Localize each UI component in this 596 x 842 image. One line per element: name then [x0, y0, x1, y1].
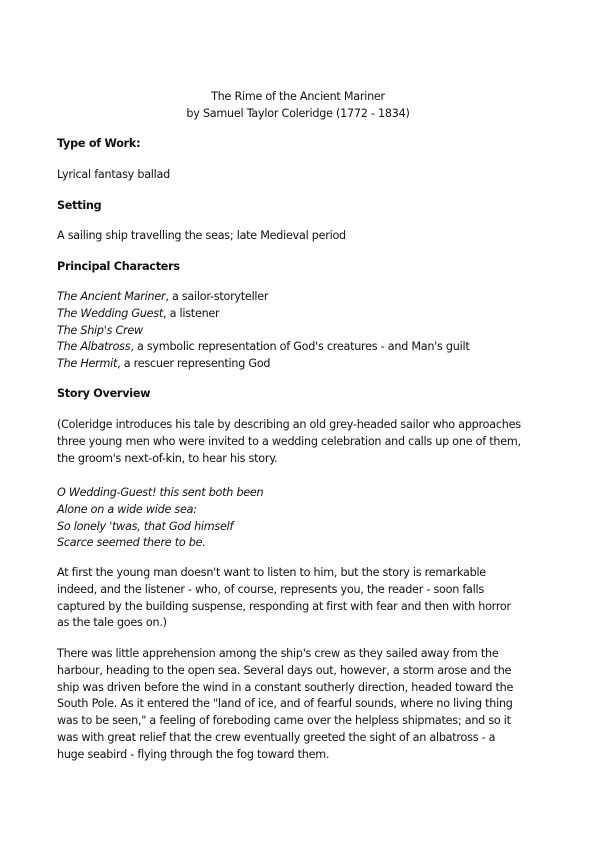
author-line: by Samuel Taylor Coleridge (1772 - 1834)	[186, 106, 410, 120]
paragraph-line: as the tale goes on.)	[57, 616, 167, 630]
character-name: The Hermit	[57, 357, 118, 371]
character-desc: , a rescuer representing God	[117, 357, 271, 371]
overview-heading: Story Overview	[57, 387, 151, 400]
paragraph-line: indeed, and the listener - who, of course, represents you, the reader - soon falls	[57, 582, 484, 596]
overview-paragraph-3	[57, 646, 557, 764]
overview-paragraph-2	[57, 565, 557, 632]
character-name: The Wedding Guest	[57, 306, 163, 320]
paragraph-line: (Coleridge introduces his tale by describing an old grey-headed sailor who approaches	[57, 418, 521, 431]
character-item	[57, 306, 557, 323]
paragraph-line: was with great relief that the crew eventually greeted the sight of an albatross - a	[57, 730, 496, 744]
character-desc: , a listener	[162, 306, 220, 320]
paragraph-line: three young men who were invited to a wedding celebration and calls up one of them,	[57, 434, 521, 448]
title-line: The Rime of the Ancient Mariner	[211, 90, 385, 103]
setting-text: A sailing ship travelling the seas; late Medieval period	[57, 229, 346, 242]
verse-line: So lonely 'twas, that God himself	[57, 519, 234, 533]
paragraph-line: harbour, heading to the open sea. Several days out, however, a storm arose and the	[57, 663, 512, 677]
paragraph-line: At first the young man doesn't want to listen to him, but the story is remarkable	[57, 566, 486, 579]
character-desc: , a sailor-storyteller	[165, 290, 269, 303]
characters-heading-block	[57, 259, 557, 276]
paragraph-line: the groom's next-of-kin, to hear his story.	[57, 451, 278, 465]
character-item	[57, 289, 557, 306]
character-item	[57, 323, 557, 340]
character-name: The Albatross	[57, 340, 131, 354]
setting-text-block	[57, 228, 557, 245]
type-of-work-heading: Type of Work:	[57, 137, 141, 150]
character-name: The Ship's Crew	[57, 323, 143, 337]
type-of-work-text-block	[57, 167, 557, 184]
verse-line: O Wedding-Guest! this sent both been	[57, 486, 264, 499]
paragraph-line: was to be seen," a feeling of foreboding came over the helpless shipmates; and so it	[57, 714, 511, 728]
paragraph-line: captured by the building suspense, responding at first with fear and then with horror	[57, 599, 511, 613]
character-item	[57, 356, 557, 373]
character-desc: , a symbolic representation of God's creatures - and Man's guilt	[130, 340, 470, 354]
characters-list	[57, 289, 557, 373]
overview-heading-block	[57, 386, 557, 403]
setting-heading-block	[57, 198, 557, 215]
setting-heading: Setting	[57, 199, 102, 212]
paragraph-line: There was little apprehension among the ship's crew as they sailed away from the	[57, 647, 499, 660]
paragraph-line: ship was driven before the wind in a constant southerly direction, headed toward the	[57, 680, 514, 694]
verse-line: Alone on a wide wide sea:	[57, 502, 197, 516]
paragraph-line: South Pole. As it entered the "land of ice, and of fearful sounds, where no living thing	[57, 697, 513, 711]
overview-paragraph-1	[57, 417, 557, 467]
verse-line: Scarce seemed there to be.	[57, 536, 206, 550]
type-of-work-heading-block	[57, 136, 557, 153]
document-title	[0, 89, 596, 123]
verse-quote	[57, 485, 557, 552]
characters-heading: Principal Characters	[57, 260, 180, 273]
character-item	[57, 339, 557, 356]
character-name: The Ancient Mariner	[57, 290, 166, 303]
type-of-work-text: Lyrical fantasy ballad	[57, 168, 170, 181]
paragraph-line: huge seabird - flying through the fog toward them.	[57, 747, 330, 761]
